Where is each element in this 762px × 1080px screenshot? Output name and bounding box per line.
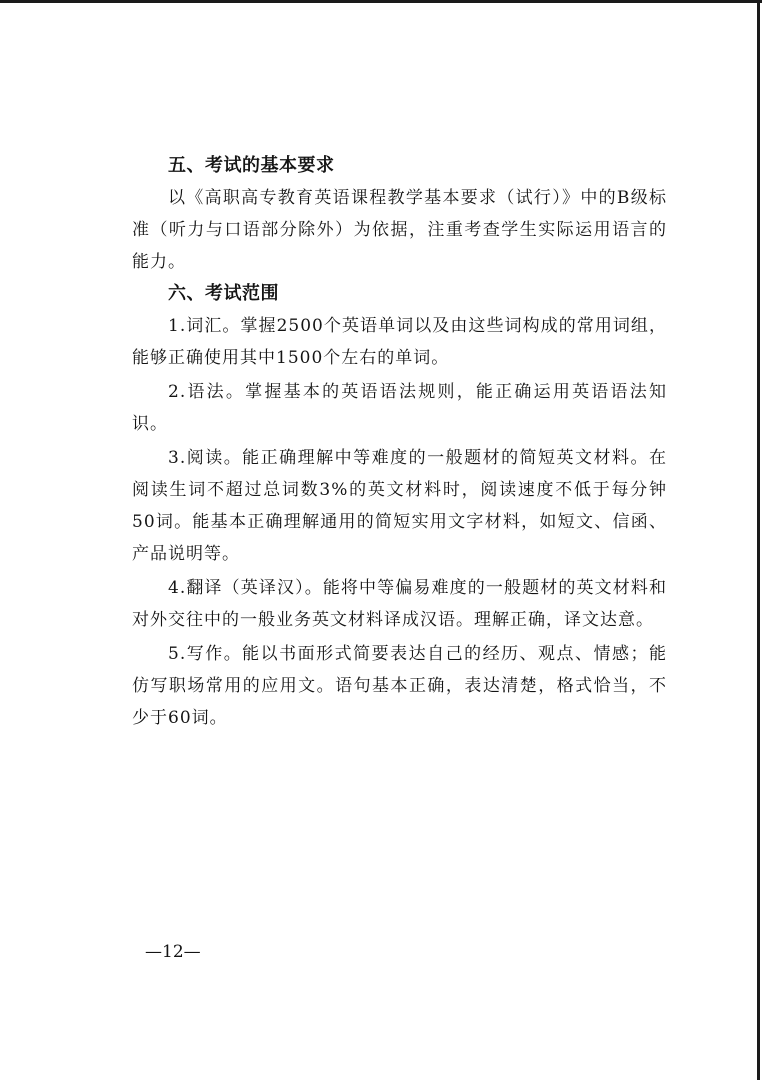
document-body [132,150,667,734]
scope-item-translation: 4.翻译（英译汉）。能将中等偏易难度的一般题材的英文材料和对外交往中的一般业务英文材料译成汉语。理解正确，译文达意。 [132,578,667,630]
section-heading-scope: 六、考试范围 [168,283,279,304]
scope-item-reading: 3.阅读。能正确理解中等难度的一般题材的简短英文材料。在阅读生词不超过总词数3%的英文材料时，阅读速度不低于每分钟50词。能基本正确理解通用的简短实用文字材料，如短文、信函、产品说明等。 [132,448,667,564]
section-heading-requirements: 五、考试的基本要求 [168,155,335,176]
scan-border-top [0,0,762,3]
scope-item-grammar: 2.语法。掌握基本的英语语法规则，能正确运用英语语法知识。 [132,382,667,434]
page-number: —12— [145,942,201,962]
scope-item-vocabulary: 1.词汇。掌握2500个英语单词以及由这些词构成的常用词组，能够正确使用其中1500个左右的单词。 [132,316,667,368]
requirements-paragraph: 以《高职高专教育英语课程教学基本要求（试行）》中的B级标准（听力与口语部分除外）为依据，注重考查学生实际运用语言的能力。 [132,188,667,272]
scope-item-writing: 5.写作。能以书面形式简要表达自己的经历、观点、情感；能仿写职场常用的应用文。语句基本正确，表达清楚，格式恰当，不少于60词。 [132,644,667,728]
scan-border-right [757,0,760,1080]
